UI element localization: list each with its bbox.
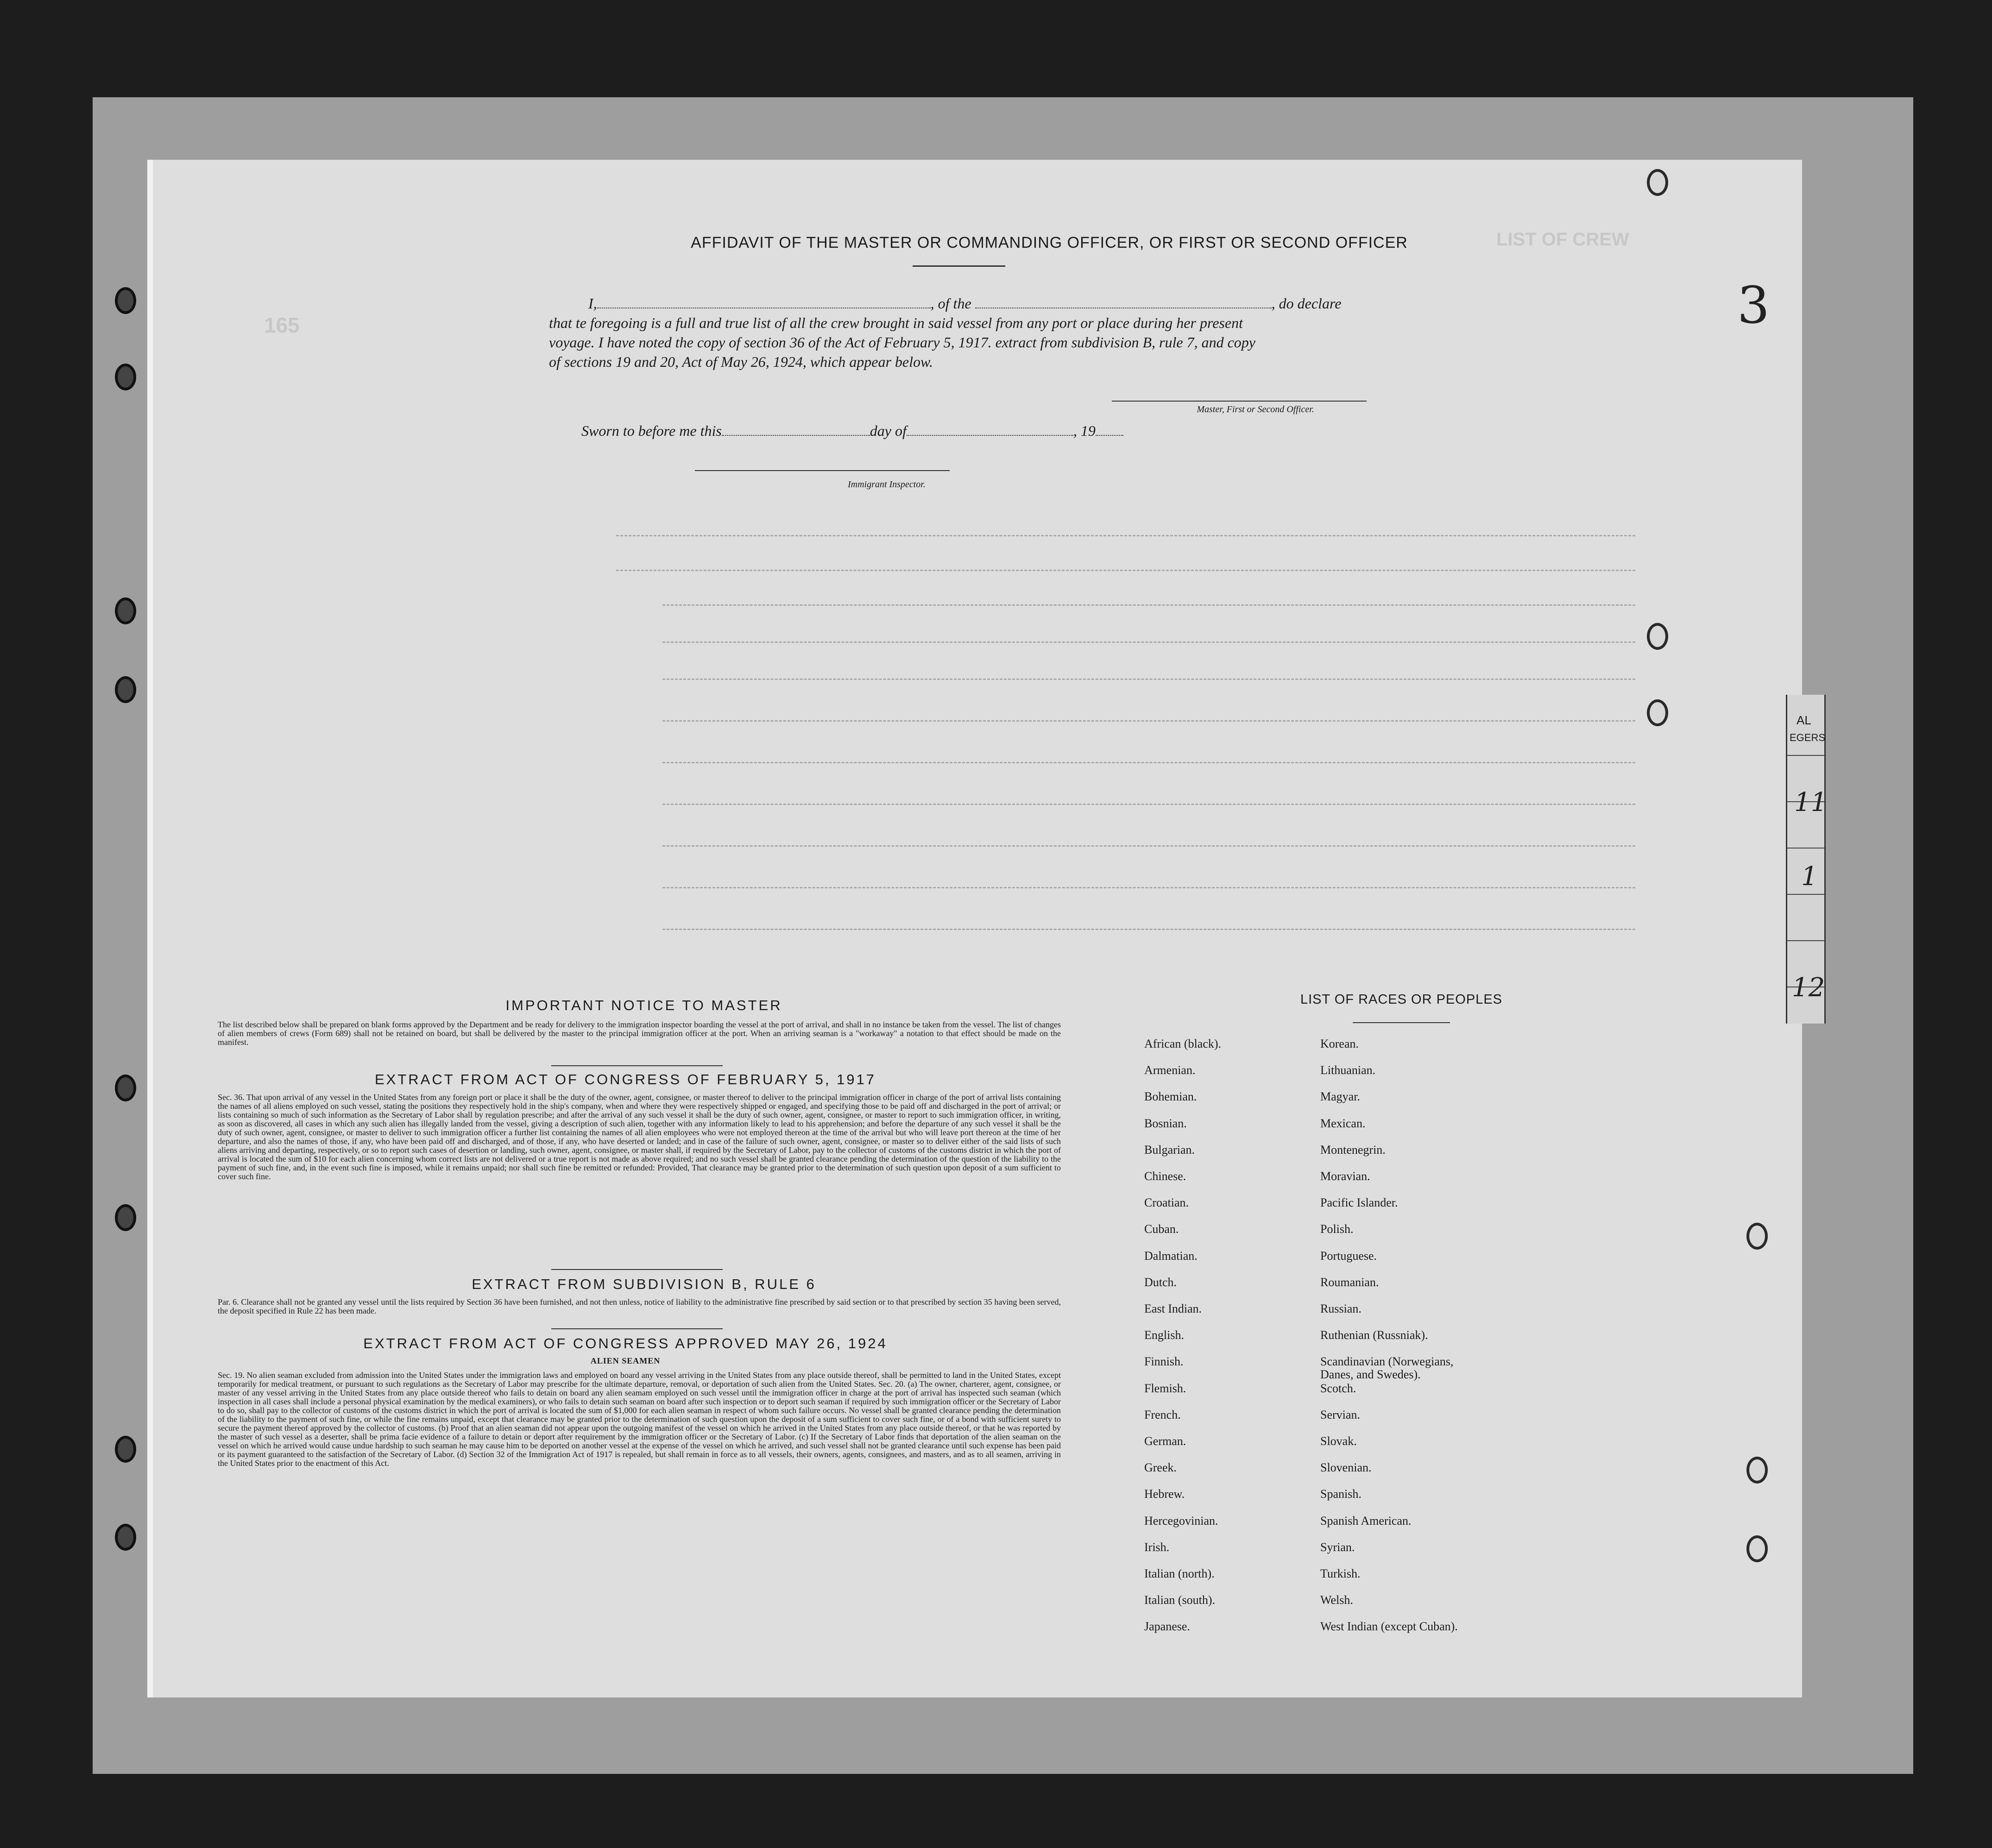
race-item: English. (1144, 1328, 1184, 1342)
race-item: Slovak. (1320, 1434, 1357, 1448)
master-signature-line[interactable] (1112, 401, 1367, 402)
punch-hole (1746, 1535, 1768, 1562)
affidavit-of-the: , of the (930, 295, 971, 312)
race-item: German. (1144, 1434, 1186, 1448)
tally-rule (1787, 940, 1824, 941)
punch-hole (1746, 1223, 1768, 1250)
race-item: Servian. (1320, 1408, 1360, 1421)
notice-master-body: The list described below shall be prepared on blank forms approved by the Department and be ready for delivery to the immigration inspector boarding the vessel at the port of arrival, and shall in no instance be taken from the vessel. The list of changes of alien members of crews (Form 689) shall not be retained on board, but shall be delivered by the master to the principal immigration officer at the port. When an arriving seaman is a "workaway" a notation to that effect should be made on the manifest. (218, 1020, 1061, 1047)
master-caption: Master, First or Second Officer. (1197, 404, 1314, 415)
race-item: Syrian. (1320, 1540, 1355, 1554)
race-item: Magyar. (1320, 1090, 1360, 1104)
affidavit-rule (913, 265, 1005, 267)
races-rule (1353, 1022, 1450, 1023)
race-item: Hercegovinian. (1144, 1514, 1218, 1527)
extract-1924-body: Sec. 19. No alien seaman excluded from admission into the United States under the immigration laws and employed on board any vessel arriving in the United States from any place outside thereof, shall be permitted to land in the United States, except temporarily for medical treatment, or pursuant to such regulations as the Secretary of Labor may prescribe for the ultimate departure, removal, or deportation of such alien from the United States. Sec. 20. (a) The owner, charterer, agent, consignee, or master of any vessel arriving in the United States from any place outside thereof who fails to detain on board any alien seamam employed on such vessel until the immigration officer in charge at the port of arrival has inspected such seaman (which inspection in all cases shall include a personal physical examination by the medical examiners), or who fails to detain such seaman on board after such inspection or to deport such seaman if required by such immigration officer or the Secretary of Labor to do so, shall pay to the collector of customs of the customs district in which the port of arrival is located the sum of $1,000 for each alien seaman in respect of whom such failure occurs. No vessel shall be granted clearance pending the determination of the liability to the payment of such fine, or while the fine remains unpaid, except that clearance may be granted prior to the determination of such question upon the deposit of a sum sufficient to cover such fine, or of a bond with sufficient surety to secure the payment thereof approved by the collector of customs. (b) Proof that an alien seaman did not appear upon the outgoing manifest of the vessel on which he arrived in the United States from any place outside thereof, or that he was reported by the master of such vessel as a deserter, shall be prima facie evidence of a failure to detain or deport after requirement by the immigration officer or the Secretary of Labor. (c) If the Secretary of Labor finds that deportation of the alien seaman on the vessel on which he arrived would cause undue hardship to such seaman he may cause him to be deported on another vessel at the expense of the vessel on which he arrived, and such vessel shall not be granted clearance until such expense has been paid or its payment guaranteed to the satisfaction of the Secretary of Labor. (d) Section 32 of the Immigration Act of 1917 is repealed, but shall remain in force as to all vessels, their owners, agents, consignees, and masters, and as to all seamen, arriving in the United States prior to the enactment of this Act. (218, 1370, 1061, 1468)
month-blank[interactable] (907, 423, 1073, 436)
race-item: Bulgarian. (1144, 1143, 1195, 1157)
tally-rule (1787, 755, 1824, 756)
race-item: Bohemian. (1144, 1090, 1197, 1104)
race-item: Spanish. (1320, 1487, 1362, 1501)
race-item: Mexican. (1320, 1116, 1366, 1130)
affidavit-do-declare: , do declare (1271, 295, 1342, 312)
affidavit-i: I, (588, 295, 597, 312)
race-item: Ruthenian (Russniak). (1320, 1328, 1428, 1342)
day-blank[interactable] (722, 423, 870, 436)
section-rule (551, 1269, 723, 1270)
ghost-dashes (662, 641, 1635, 644)
race-item: Armenian. (1144, 1063, 1196, 1077)
extract-1917-body: Sec. 36. That upon arrival of any vessel in the United States from any foreign port or place it shall be the duty of the owner, agent, consignee, or master thereof to deliver to the principal immigration officer in charge of the port of arrival lists containing the names of all aliens employed on such vessel, stating the positions they respectively hold in the ship's company, when and where they were respectively shipped or engaged, and specifying those to be paid off and discharged in the port of arrival; or lists containing so much of such information as the Secretary of Labor shall by regulation prescribe; and after the arrival of any such vessel it shall be the duty of such owner, agent, consignee, or master to report to such immigration officer, in writing, as soon as discovered, all cases in which any such alien has illegally landed from the vessel, giving a description of such alien, together with any information likely to lead to his apprehension; and before the departure of any such vessel it shall be the duty of such owner, agent, consignee, or master to deliver to such immigration officer a further list containing the names of all alien employees who were not employed thereon at the time of the arrival but who will leave port thereon at the time of her departure, and also the names of those, if any, who have been paid off and discharged, and of those, if any, who have deserted or landed; and in case of the failure of such owner, agent, consignee, or master so to deliver either of the said lists of such aliens arriving and departing, respectively, or so to report such cases of desertion or landing, such owner, agent, consignee, or master shall, if required by the Secretary of Labor, pay to the collector of customs of the customs district in which the port of arrival is located the sum of $10 for each alien concerning whom correct lists are not delivered or a true report is not made as above required; and no such vessel shall be granted clearance pending the determination of the question of the liability to the payment of such fine, and, in the event such fine is imposed, while it remains unpaid; nor shall such fine be remitted or refunded: Provided, That clearance may be granted prior to the determination of such question upon deposit of a sum sufficient to cover such fine. (218, 1093, 1061, 1181)
punch-hole (1647, 169, 1668, 196)
race-item: Dalmatian. (1144, 1249, 1198, 1263)
races-title: LIST OF RACES OR PEOPLES (1300, 992, 1503, 1007)
tally-value-1: 11 (1794, 787, 1828, 817)
extract-rule6-body: Par. 6. Clearance shall not be granted any vessel until the lists required by Section 36 have been furnished, and not then unless, notice of liability to the administrative fine prescribed by said section or to that prescribed by section 35 having been served, the deposit specified in Rule 22 has been made. (218, 1297, 1061, 1315)
tally-rule (1787, 894, 1824, 895)
race-item: Moravian. (1320, 1169, 1370, 1183)
race-item: Turkish. (1320, 1567, 1361, 1580)
race-item: Lithuanian. (1320, 1063, 1376, 1077)
alien-seamen-subtitle: ALIEN SEAMEN (590, 1356, 661, 1365)
vessel-blank[interactable] (975, 295, 1272, 308)
affidavit-line-3: voyage. I have noted the copy of section 36 of the Act of February 5, 1917. extract from subdivision B, rule 7, and copy (549, 334, 1255, 351)
ghost-dashes (616, 570, 1635, 572)
race-item: Japanese. (1144, 1620, 1190, 1634)
race-item: Cuban. (1144, 1222, 1179, 1236)
tally-header-1: AL (1797, 713, 1811, 727)
race-item: Spanish American. (1320, 1514, 1412, 1527)
race-item: Chinese. (1144, 1169, 1186, 1183)
sworn-text: Sworn to before me this (581, 422, 722, 439)
section-rule (551, 1065, 723, 1066)
race-item: East Indian. (1144, 1302, 1202, 1315)
inspector-caption: Immigrant Inspector. (848, 479, 926, 490)
margin-digit-handwriting: 3 (1737, 276, 1770, 335)
tally-value-2: 1 (1801, 861, 1818, 892)
affidavit-declaration-line (588, 294, 1561, 313)
race-item: Irish. (1144, 1540, 1170, 1554)
binder-hole (115, 676, 136, 703)
binder-hole (115, 287, 136, 314)
ghost-dashes (662, 845, 1635, 848)
race-item: Polish. (1320, 1222, 1354, 1236)
race-item: Croatian. (1144, 1196, 1189, 1210)
ghost-dashes (662, 804, 1635, 806)
ghost-text: LIST OF CREW (1496, 229, 1629, 250)
race-item: Montenegrin. (1320, 1143, 1386, 1157)
day-of-text: day of (870, 422, 907, 439)
binder-hole (115, 1524, 136, 1551)
year-text: , 19 (1073, 422, 1096, 439)
race-item: Welsh. (1320, 1593, 1353, 1607)
name-blank[interactable] (597, 295, 931, 308)
punch-hole (1647, 623, 1668, 650)
binder-hole (115, 364, 136, 390)
ghost-dashes (662, 604, 1635, 607)
race-item: Italian (south). (1144, 1593, 1216, 1607)
race-item: Italian (north). (1144, 1567, 1215, 1580)
section-rule (551, 1328, 723, 1329)
sworn-line (581, 421, 1415, 440)
race-item: French. (1144, 1408, 1181, 1421)
binder-hole (115, 1204, 136, 1231)
punch-hole (1746, 1457, 1768, 1483)
affidavit-line-2: that te foregoing is a full and true list of all the crew brought in said vessel from any port or place during her present (549, 314, 1243, 331)
race-item: Finnish. (1144, 1355, 1184, 1369)
race-item: Portuguese. (1320, 1249, 1377, 1263)
ghost-dashes (662, 679, 1635, 681)
tally-rule (1787, 848, 1824, 849)
race-item: West Indian (except Cuban). (1320, 1620, 1458, 1634)
extract-1917-title: EXTRACT FROM ACT OF CONGRESS OF FEBRUARY 5, 1917 (374, 1071, 876, 1087)
extract-1924-title: EXTRACT FROM ACT OF CONGRESS APPROVED MAY 26, 1924 (363, 1335, 888, 1351)
inspector-signature-line[interactable] (695, 470, 950, 471)
tally-column (1786, 695, 1826, 1024)
punch-hole (1647, 699, 1668, 726)
affidavit-line-4: of sections 19 and 20, Act of May 26, 1924, which appear below. (549, 353, 933, 370)
race-item: Bosnian. (1144, 1116, 1187, 1130)
tally-value-3: 12 (1792, 973, 1825, 1003)
race-item: Scandinavian (Norwegians, Danes, and Swedes). (1320, 1355, 1454, 1382)
race-item: Flemish. (1144, 1381, 1186, 1395)
races-left-column (1144, 1037, 1320, 1663)
document-sheet (153, 160, 1802, 1697)
ghost-dashes (662, 720, 1635, 723)
race-item: Greek. (1144, 1461, 1177, 1475)
race-item: Roumanian. (1320, 1275, 1379, 1289)
race-item: Pacific Islander. (1320, 1196, 1398, 1210)
race-item: Scotch. (1320, 1381, 1356, 1395)
race-item: Korean. (1320, 1037, 1359, 1050)
ghost-dashes (662, 929, 1635, 931)
year-blank[interactable] (1096, 423, 1123, 436)
tally-header-2: EGERS (1790, 732, 1826, 743)
race-item: Russian. (1320, 1302, 1362, 1315)
race-item: African (black). (1144, 1037, 1222, 1050)
race-item: Dutch. (1144, 1275, 1177, 1289)
races-right-column (1320, 1037, 1561, 1663)
affidavit-title: AFFIDAVIT OF THE MASTER OR COMMANDING OFFICER, OR FIRST OR SECOND OFFICER (691, 234, 1408, 251)
notice-master-title: IMPORTANT NOTICE TO MASTER (505, 997, 782, 1013)
extract-rule6-title: EXTRACT FROM SUBDIVISION B, RULE 6 (472, 1276, 816, 1292)
ghost-number: 165 (264, 313, 300, 337)
race-item: Slovenian. (1320, 1461, 1372, 1475)
ghost-dashes (662, 762, 1635, 764)
binder-hole (115, 1075, 136, 1101)
ghost-dashes (662, 887, 1635, 889)
race-item: Hebrew. (1144, 1487, 1185, 1501)
binder-hole (115, 1436, 136, 1463)
ghost-dashes (616, 535, 1635, 537)
binder-hole (115, 597, 136, 624)
